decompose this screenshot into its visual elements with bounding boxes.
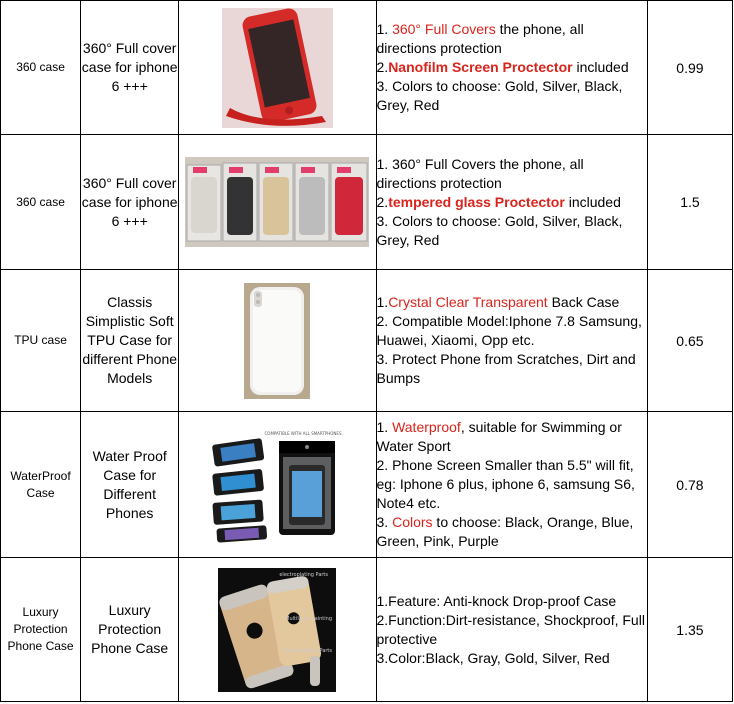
description-cell [376, 270, 647, 412]
luxury-caption: electroplating Parts [283, 647, 333, 654]
price: 0.65 [676, 332, 704, 349]
desc-highlight: tempered glass Proctector [388, 193, 565, 210]
table-row [1, 135, 733, 270]
price: 1.35 [676, 621, 704, 638]
category-label: 360 case [16, 194, 65, 209]
desc-text: 2.Function:Dirt-resistance, Shockproof, Full protective [376, 611, 645, 647]
packaged-cases-photo [185, 157, 369, 247]
description-cell [376, 135, 647, 270]
price-cell [647, 270, 732, 412]
description-cell [376, 412, 647, 558]
desc-highlight: Crystal Clear Transparent [388, 294, 548, 310]
desc-highlight: Nanofilm Screen Proctector [388, 59, 573, 75]
description-line [377, 456, 647, 513]
image-cell [179, 135, 376, 270]
image-cell [179, 270, 376, 412]
desc-text: 1. [376, 21, 393, 37]
product-table-body [1, 1, 733, 702]
description-line [377, 513, 647, 551]
desc-text: 1.Feature: Anti-knock Drop-proof Case [376, 592, 617, 609]
product-name: Classis Simplistic Soft TPU Case for different Phone Models [82, 294, 178, 386]
desc-text: 1. 360° Full Covers the phone, all directions protection [376, 155, 584, 191]
table-row [1, 412, 733, 558]
product-name: 360° Full cover case for iphone 6 +++ [81, 174, 178, 229]
category-cell [1, 135, 81, 270]
name-cell [81, 558, 179, 702]
desc-text: 3. Colors to choose: Gold, Silver, Black, Grey, Red [376, 212, 623, 248]
description-line [377, 58, 647, 77]
name-cell [81, 135, 179, 270]
category-cell [1, 558, 81, 702]
price: 0.99 [676, 59, 704, 76]
desc-text: 2. Compatible Model:Iphone 7.8 Samsung, Huawei, Xiaomi, Opp etc. [376, 313, 642, 348]
table-row [1, 270, 733, 412]
luxury-caption: electroplating Parts [279, 571, 329, 578]
category-label: Luxury Protection Phone Case [7, 605, 74, 653]
desc-text: 1. [376, 419, 393, 435]
desc-highlight: Waterproof [392, 419, 461, 435]
waterproof-pouches-photo [207, 427, 347, 543]
description-cell [376, 558, 647, 702]
product-name: 360° Full cover case for iphone 6 +++ [81, 40, 178, 94]
price: 1.5 [680, 194, 700, 210]
table-row [1, 1, 733, 135]
description-line [377, 418, 647, 456]
category-cell [1, 412, 81, 558]
category-cell [1, 270, 81, 412]
image-cell [179, 558, 376, 702]
name-cell [81, 270, 179, 412]
desc-text: 2. Phone Screen Smaller than 5.5" will fit, eg: Iphone 6 plus, iphone 6, samsung S6, Note4 etc. [376, 457, 635, 511]
red-360-phone-case-photo [222, 8, 333, 128]
description-line [377, 350, 647, 388]
desc-text: , suitable for Swimming or Water Sport [376, 419, 622, 454]
description-line [377, 212, 647, 250]
name-cell [81, 412, 179, 558]
description-line [377, 155, 647, 193]
price-cell [647, 412, 732, 558]
name-cell [81, 1, 179, 135]
desc-text: 3.Color:Black, Gray, Gold, Silver, Red [376, 649, 610, 666]
desc-text: 3. Colors to choose: Gold, Silver, Black, Grey, Red [376, 78, 623, 113]
description-line [377, 649, 647, 668]
description-line [377, 611, 647, 649]
description-line [377, 20, 647, 58]
category-label: TPU case [14, 333, 67, 347]
desc-text: the phone, all directions protection [376, 21, 584, 56]
desc-text: Back Case [547, 294, 620, 310]
desc-highlight: 360° Full Covers [392, 21, 496, 37]
clear-tpu-case-photo [244, 283, 310, 399]
description-line [377, 293, 647, 312]
luxury-plated-case-photo [218, 568, 336, 692]
description-line [377, 592, 647, 611]
luxury-caption: Multilayer painting [285, 615, 333, 622]
description-line [377, 312, 647, 350]
image-cell [179, 1, 376, 135]
image-cell [179, 412, 376, 558]
description-line [377, 193, 647, 212]
price-cell [647, 135, 732, 270]
price-cell [647, 558, 732, 702]
category-label: WaterProof Case [10, 468, 71, 500]
waterproof-caption: COMPATIBLE WITH ALL SMARTPHONES [264, 430, 342, 436]
product-name: Water Proof Case for Different Phones [92, 447, 167, 521]
category-cell [1, 1, 81, 135]
desc-text: to choose: Black, Orange, Blue, Green, Pink, Purple [376, 514, 634, 549]
desc-text: 2. [376, 59, 389, 75]
description-cell [376, 1, 647, 135]
product-name: Luxury Protection Phone Case [91, 602, 169, 656]
price: 0.78 [676, 476, 704, 493]
desc-text: 3. [376, 514, 393, 530]
desc-text: included [572, 59, 629, 75]
desc-text: included [564, 193, 621, 210]
desc-text: 1. [376, 294, 389, 310]
desc-highlight: Colors [392, 514, 433, 530]
desc-text: 2. [376, 193, 389, 210]
category-label: 360 case [16, 60, 65, 74]
description-line [377, 77, 647, 115]
desc-text: 3. Protect Phone from Scratches, Dirt and Bumps [376, 351, 636, 386]
table-row [1, 558, 733, 702]
price-cell [647, 1, 732, 135]
